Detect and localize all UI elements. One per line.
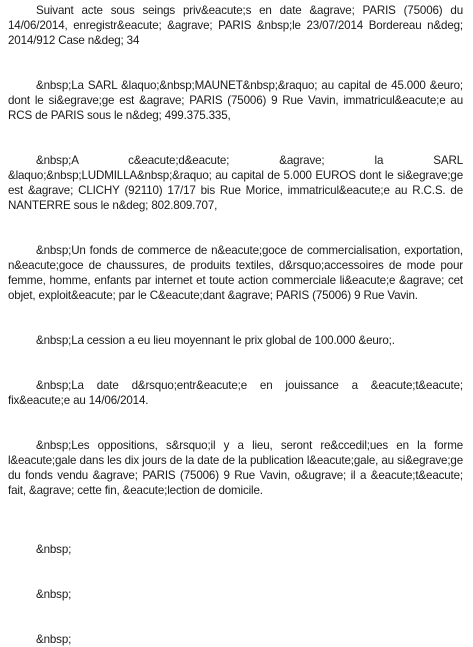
- paragraph-buyer: &nbsp;A c&eacute;d&eacute; &agrave; la SARL &laquo;&nbsp;LUDMILLA&nbsp;&raquo; au capital de 5.000 EUROS dont le si&egrave;ge est &agrave; CLICHY (92110) 17/17 bis Rue Morice, immatricul&eacute;e au R.C.S. de NANTERRE sous le n&deg; 802.809.707,: [8, 154, 463, 212]
- paragraph-act-details: Suivant acte sous seings priv&eacute;s en date &agrave; PARIS (75006) du 14/06/2014, enregistr&eacute; &agrave; PARIS &nbsp;le 23/07/2014 Bordereau n&deg; 2014/912 Case n&deg; 34: [8, 4, 463, 47]
- paragraph-empty-1: &nbsp;: [36, 543, 72, 556]
- paragraph-price: &nbsp;La cession a eu lieu moyennant le prix global de 100.000 &euro;.: [36, 334, 395, 347]
- paragraph-empty-3: &nbsp;: [36, 633, 72, 646]
- paragraph-seller: &nbsp;La SARL &laquo;&nbsp;MAUNET&nbsp;&raquo; au capital de 45.000 &euro; dont le si&egrave;ge est &agrave; PARIS (75006) 9 Rue Vavin, immatricul&eacute;e au RCS de PARIS sous le n&deg; 499.375.335,: [8, 79, 463, 122]
- paragraph-business-description: &nbsp;Un fonds de commerce de n&eacute;goce de commercialisation, exportation, n&eacute;goce de chaussures, de produits textiles, d&rsquo;accessoires de mode pour femme, homme, enfants par internet et toute action commerciale li&eacute;e &agrave; cet objet, exploit&eacute; par le C&eacute;dant &agrave; PARIS (75006) 9 Rue Vavin.: [8, 244, 463, 302]
- paragraph-entry-date: &nbsp;La date d&rsquo;entr&eacute;e en jouissance a &eacute;t&eacute; fix&eacute;e au 14/06/2014.: [8, 379, 463, 407]
- paragraph-empty-2: &nbsp;: [36, 588, 72, 601]
- paragraph-oppositions: &nbsp;Les oppositions, s&rsquo;il y a lieu, seront re&ccedil;ues en la forme l&eacute;gale dans les dix jours de la date de la publication l&eacute;gale, au si&egrave;ge du fonds vendu &agrave; PARIS (75006) 9 Rue Vavin, o&ugrave; il a &eacute;t&eacute; fait, &agrave; cette fin, &eacute;lection de domicile.: [8, 439, 463, 497]
